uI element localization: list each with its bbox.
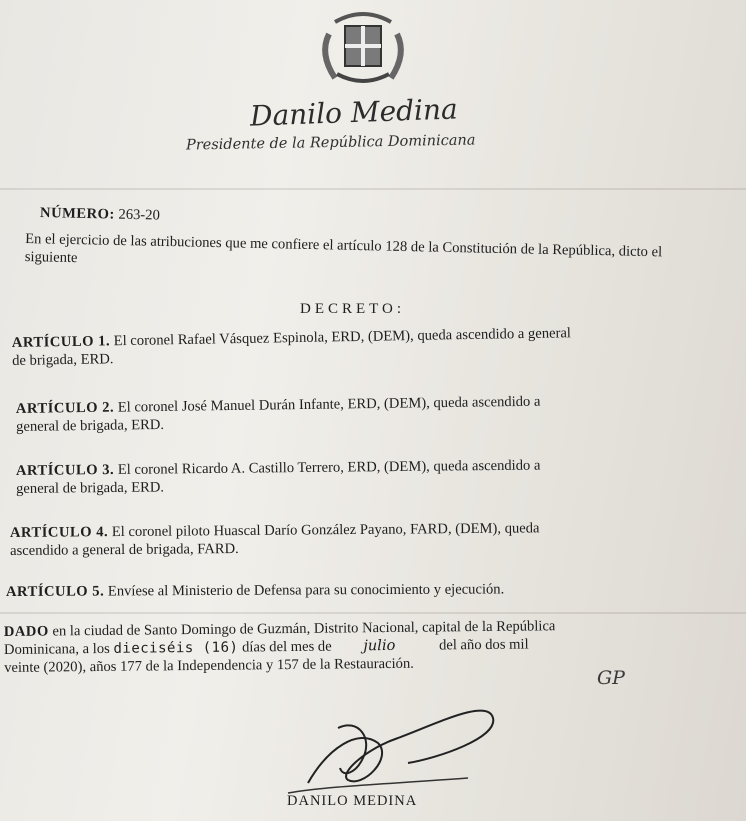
letterhead-name: Danilo Medina — [249, 92, 459, 133]
decree-number — [40, 204, 160, 225]
paper-fold — [0, 612, 746, 614]
coat-of-arms-icon — [315, 4, 411, 90]
article-text: El coronel Rafael Vásquez Espinola, ERD, (DEM), queda ascendido a general — [113, 325, 572, 350]
article-text: El coronel Ricardo A. Castillo Terrero, ERD, (DEM), queda ascendido a — [117, 457, 541, 478]
signature-icon — [268, 688, 508, 808]
signature-name: DANILO MEDINA — [287, 793, 418, 809]
article-5 — [6, 580, 504, 601]
article-label: ARTÍCULO 4. — [9, 524, 109, 542]
article-text: El coronel José Manuel Durán Infante, ERD, (DEM), queda ascendido a — [117, 393, 541, 416]
article-4 — [10, 519, 540, 560]
handwritten-initials: GP — [597, 667, 625, 689]
article-2 — [16, 393, 541, 436]
article-label: ARTÍCULO 1. — [11, 333, 111, 352]
article-text: general de brigada, ERD. — [16, 416, 165, 435]
dado-label: DADO — [3, 623, 49, 641]
numero-label: NÚMERO: — [39, 205, 115, 223]
dado-text: del año dos mil — [438, 636, 529, 654]
dado-day: dieciséis (16) — [113, 639, 239, 657]
article-3 — [16, 457, 541, 498]
dado-paragraph — [4, 617, 556, 677]
article-text: Envíese al Ministerio de Defensa para su conocimiento y ejecución. — [107, 581, 505, 600]
dado-text: días del mes de — [242, 638, 332, 656]
article-1 — [12, 324, 572, 370]
decree-heading: DECRETO: — [300, 301, 406, 317]
article-text: de brigada, ERD. — [12, 351, 114, 369]
dado-text: en la ciudad de Santo Domingo de Guzmán, Distrito Nacional, capital de la República — [52, 618, 556, 640]
numero-value: 263-20 — [118, 206, 161, 224]
letterhead-title: Presidente de la República Dominicana — [185, 132, 476, 154]
dado-text: veinte (2020), años 177 de la Independencia y 157 de la Restauración. — [4, 655, 414, 676]
article-label: ARTÍCULO 5. — [5, 583, 105, 600]
article-label: ARTÍCULO 3. — [15, 461, 115, 480]
article-text: ascendido a general de brigada, FARD. — [10, 541, 239, 559]
paper-fold — [0, 188, 746, 190]
article-text: El coronel piloto Huascal Darío González Payano, FARD, (DEM), queda — [111, 520, 540, 541]
dado-text: Dominicana, a los — [3, 640, 110, 658]
dado-month: julio — [363, 636, 396, 655]
article-text: general de brigada, ERD. — [16, 479, 165, 497]
article-label: ARTÍCULO 2. — [15, 399, 115, 418]
intro-paragraph: En el ejercicio de las atribuciones que me confiere el artículo 128 de la Constitución de la República, dicto el siguiente — [24, 231, 663, 267]
